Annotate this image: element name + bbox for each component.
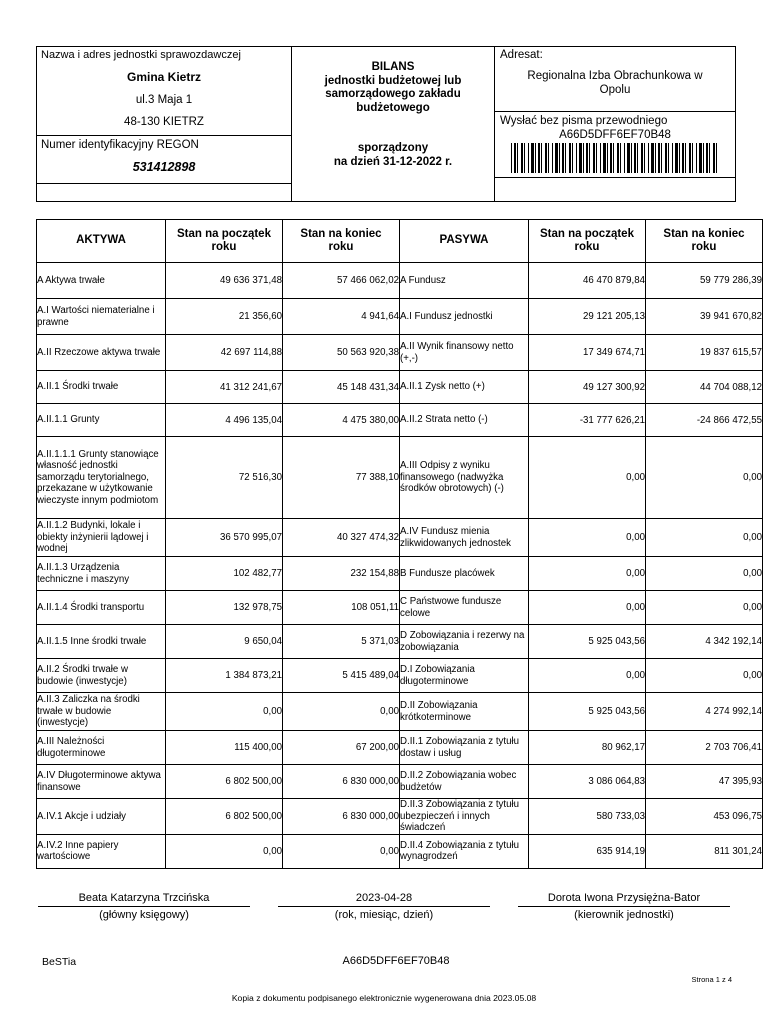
liabilities-start-cell: 635 914,19 — [529, 834, 646, 868]
accountant-caption: (główny księgowy) — [99, 909, 189, 921]
liabilities-end-cell: 19 837 615,57 — [646, 335, 763, 371]
addressee-blank-strip — [495, 177, 735, 195]
manager-caption: (kierownik jednostki) — [574, 909, 674, 921]
signature-manager — [516, 892, 732, 921]
liabilities-end-cell: 47 395,93 — [646, 765, 763, 799]
assets-start-cell: 21 356,60 — [166, 299, 283, 335]
assets-label-cell: A.II Rzeczowe aktywa trwałe — [37, 335, 166, 371]
table-row — [37, 799, 763, 835]
document-title-cell — [292, 47, 495, 202]
table-row — [37, 834, 763, 868]
manager-name: Dorota Iwona Przysiężna-Bator — [547, 892, 701, 904]
assets-end-cell: 40 327 474,32 — [283, 519, 400, 557]
liabilities-end-cell: 4 274 992,14 — [646, 693, 763, 731]
table-header-row — [37, 220, 763, 263]
liabilities-start-cell: 0,00 — [529, 437, 646, 519]
addressee-cell — [495, 47, 736, 112]
liabilities-start-cell: 49 127 300,92 — [529, 371, 646, 404]
prepared-label: sporządzony — [357, 142, 429, 154]
table-row — [37, 263, 763, 299]
liabilities-end-cell: 44 704 088,12 — [646, 371, 763, 404]
liabilities-label-cell: A.IV Fundusz mienia zlikwidowanych jednostek — [400, 519, 529, 557]
balance-sheet-table-wrapper — [36, 219, 762, 869]
liabilities-start-cell: 80 962,17 — [529, 731, 646, 765]
header-aktywa: AKTYWA — [37, 220, 166, 263]
liabilities-start-cell: 5 925 043,56 — [529, 693, 646, 731]
table-row — [37, 519, 763, 557]
assets-end-cell: 57 466 062,02 — [283, 263, 400, 299]
table-row — [37, 693, 763, 731]
table-row — [37, 371, 763, 404]
reporting-unit-street: ul.3 Maja 1 — [135, 94, 193, 106]
reporting-unit-name: Gmina Kietrz — [126, 70, 201, 84]
addressee-line-2: Opolu — [599, 84, 631, 96]
assets-end-cell: 108 051,11 — [283, 591, 400, 625]
assets-end-cell: 67 200,00 — [283, 731, 400, 765]
liabilities-label-cell: D.II.2 Zobowiązania wobec budżetów — [400, 765, 529, 799]
bestia-label: BeSTia — [42, 956, 77, 968]
assets-end-cell: 5 371,03 — [283, 625, 400, 659]
regon-value: 531412898 — [132, 160, 196, 174]
header-assets-end — [283, 220, 400, 263]
addressee-line-1: Regionalna Izba Obrachunkowa w — [527, 70, 703, 82]
liabilities-label-cell: A.II.1 Zysk netto (+) — [400, 371, 529, 404]
electronic-copy-note: Kopia z dokumentu podpisanego elektronicznie wygenerowana dnia 2023.05.08 — [231, 993, 537, 1003]
assets-label-cell: A Aktywa trwałe — [37, 263, 166, 299]
assets-end-cell: 232 154,88 — [283, 557, 400, 591]
liabilities-end-cell: 2 703 706,41 — [646, 731, 763, 765]
header-assets-start — [166, 220, 283, 263]
table-row — [37, 625, 763, 659]
header-liabilities-start-line2: roku — [574, 241, 600, 253]
assets-end-cell: 50 563 920,38 — [283, 335, 400, 371]
assets-end-cell: 4 941,64 — [283, 299, 400, 335]
table-row — [37, 437, 763, 519]
assets-start-cell: 0,00 — [166, 693, 283, 731]
signature-accountant — [36, 892, 252, 921]
liabilities-label-cell: A Fundusz — [400, 263, 529, 299]
signature-date-value: 2023-04-28 — [355, 892, 413, 904]
assets-start-cell: 42 697 114,88 — [166, 335, 283, 371]
assets-start-cell: 102 482,77 — [166, 557, 283, 591]
header-assets-start-line1: Stan na początek — [177, 227, 271, 240]
liabilities-start-cell: 5 925 043,56 — [529, 625, 646, 659]
assets-label-cell: A.IV Długoterminowe aktywa finansowe — [37, 765, 166, 799]
assets-start-cell: 4 496 135,04 — [166, 404, 283, 437]
liabilities-label-cell: D Zobowiązania i rezerwy na zobowiązania — [400, 625, 529, 659]
document-title — [292, 47, 494, 115]
assets-start-cell: 115 400,00 — [166, 731, 283, 765]
header-table — [36, 46, 736, 202]
liabilities-end-cell: 0,00 — [646, 437, 763, 519]
header-assets-end-line2: roku — [328, 241, 354, 253]
liabilities-label-cell: A.I Fundusz jednostki — [400, 299, 529, 335]
header-liabilities-start-line1: Stan na początek — [540, 227, 634, 240]
assets-label-cell: A.IV.1 Akcje i udziały — [37, 799, 166, 835]
send-info-cell — [495, 112, 736, 202]
assets-start-cell: 1 384 873,21 — [166, 659, 283, 693]
table-row — [37, 591, 763, 625]
barcode-icon — [511, 143, 719, 173]
assets-label-cell: A.I Wartości niematerialne i prawne — [37, 299, 166, 335]
signature-date — [276, 892, 492, 921]
title-line-1: BILANS — [371, 61, 415, 73]
liabilities-start-cell: 29 121 205,13 — [529, 299, 646, 335]
assets-end-cell: 0,00 — [283, 834, 400, 868]
assets-end-cell: 5 415 489,04 — [283, 659, 400, 693]
assets-label-cell: A.II.1 Środki trwałe — [37, 371, 166, 404]
header-liabilities-end-line2: roku — [691, 241, 717, 253]
assets-start-cell: 0,00 — [166, 834, 283, 868]
assets-end-cell: 6 830 000,00 — [283, 799, 400, 835]
liabilities-label-cell: D.II.4 Zobowiązania z tytułu wynagrodzeń — [400, 834, 529, 868]
assets-start-cell: 132 978,75 — [166, 591, 283, 625]
liabilities-end-cell: 453 096,75 — [646, 799, 763, 835]
assets-end-cell: 77 388,10 — [283, 437, 400, 519]
header-liabilities-start — [529, 220, 646, 263]
assets-label-cell: A.II.1.4 Środki transportu — [37, 591, 166, 625]
assets-end-cell: 6 830 000,00 — [283, 765, 400, 799]
liabilities-end-cell: 59 779 286,39 — [646, 263, 763, 299]
unit-blank-strip — [37, 183, 291, 201]
liabilities-start-cell: 0,00 — [529, 591, 646, 625]
title-line-3: samorządowego zakładu — [325, 88, 461, 100]
reporting-unit-cell — [37, 47, 292, 202]
liabilities-label-cell: B Fundusze placówek — [400, 557, 529, 591]
header-liabilities-end — [646, 220, 763, 263]
assets-start-cell: 6 802 500,00 — [166, 765, 283, 799]
liabilities-label-cell: D.I Zobowiązania długoterminowe — [400, 659, 529, 693]
assets-end-cell: 45 148 431,34 — [283, 371, 400, 404]
assets-label-cell: A.II.1.1.1 Grunty stanowiące własność jednostki samorządu terytorialnego, przekazane w użytkowanie wieczyste innym podmiotom — [37, 437, 166, 519]
assets-label-cell: A.II.1.2 Budynki, lokale i obiekty inżynierii lądowej i wodnej — [37, 519, 166, 557]
liabilities-label-cell: A.II Wynik finansowy netto (+,-) — [400, 335, 529, 371]
table-row — [37, 404, 763, 437]
accountant-name: Beata Katarzyna Trzcińska — [78, 892, 210, 904]
reporting-unit-city: 48-130 KIETRZ — [124, 116, 204, 128]
assets-label-cell: A.II.1.3 Urządzenia techniczne i maszyny — [37, 557, 166, 591]
balance-sheet-body — [37, 263, 763, 869]
table-row — [37, 659, 763, 693]
liabilities-end-cell: 0,00 — [646, 591, 763, 625]
assets-end-cell: 0,00 — [283, 693, 400, 731]
document-prepared-date — [292, 115, 494, 179]
balance-sheet-table — [36, 219, 763, 869]
addressee-label: Adresat: — [500, 49, 543, 61]
signature-date-caption: (rok, miesiąc, dzień) — [334, 909, 434, 921]
assets-start-cell: 41 312 241,67 — [166, 371, 283, 404]
liabilities-label-cell: D.II.3 Zobowiązania z tytułu ubezpieczeń i innych świadczeń — [400, 799, 529, 835]
liabilities-label-cell: A.III Odpisy z wyniku finansowego (nadwyżka środków obrotowych) (-) — [400, 437, 529, 519]
table-row — [37, 765, 763, 799]
header-pasywa: PASYWA — [400, 220, 529, 263]
liabilities-label-cell: D.II Zobowiązania krótkoterminowe — [400, 693, 529, 731]
assets-label-cell: A.II.1.5 Inne środki trwałe — [37, 625, 166, 659]
liabilities-label-cell: A.II.2 Strata netto (-) — [400, 404, 529, 437]
header-liabilities-end-line1: Stan na koniec — [663, 227, 745, 240]
liabilities-start-cell: 0,00 — [529, 519, 646, 557]
page-number: Strona 1 z 4 — [691, 975, 732, 984]
liabilities-start-cell: 17 349 674,71 — [529, 335, 646, 371]
assets-label-cell: A.II.1.1 Grunty — [37, 404, 166, 437]
signature-row — [36, 892, 732, 921]
header-assets-end-line1: Stan na koniec — [300, 227, 382, 240]
table-row — [37, 731, 763, 765]
assets-start-cell: 72 516,30 — [166, 437, 283, 519]
liabilities-start-cell: 0,00 — [529, 659, 646, 693]
liabilities-end-cell: 0,00 — [646, 659, 763, 693]
liabilities-label-cell: D.II.1 Zobowiązania z tytułu dostaw i usług — [400, 731, 529, 765]
document-code-text: A66D5DFF6EF70B48 — [559, 129, 671, 142]
table-row — [37, 557, 763, 591]
liabilities-end-cell: 4 342 192,14 — [646, 625, 763, 659]
prepared-date: na dzień 31-12-2022 r. — [333, 156, 453, 168]
footer-document-code: A66D5DFF6EF70B48 — [342, 955, 450, 967]
liabilities-start-cell: 580 733,03 — [529, 799, 646, 835]
liabilities-end-cell: 0,00 — [646, 557, 763, 591]
liabilities-end-cell: 811 301,24 — [646, 834, 763, 868]
assets-label-cell: A.II.2 Środki trwałe w budowie (inwestycje) — [37, 659, 166, 693]
assets-start-cell: 9 650,04 — [166, 625, 283, 659]
send-without-letter-label: Wysłać bez pisma przewodniego — [500, 115, 668, 128]
addressee-value — [495, 61, 735, 107]
assets-end-cell: 4 475 380,00 — [283, 404, 400, 437]
liabilities-start-cell: 0,00 — [529, 557, 646, 591]
liabilities-start-cell: 46 470 879,84 — [529, 263, 646, 299]
liabilities-end-cell: -24 866 472,55 — [646, 404, 763, 437]
assets-start-cell: 36 570 995,07 — [166, 519, 283, 557]
assets-label-cell: A.III Należności długoterminowe — [37, 731, 166, 765]
table-row — [37, 335, 763, 371]
document-header — [36, 46, 732, 202]
assets-label-cell: A.II.3 Zaliczka na środki trwałe w budowie (inwestycje) — [37, 693, 166, 731]
liabilities-label-cell: C Państwowe fundusze celowe — [400, 591, 529, 625]
assets-start-cell: 49 636 371,48 — [166, 263, 283, 299]
liabilities-end-cell: 0,00 — [646, 519, 763, 557]
reporting-unit-label: Nazwa i adres jednostki sprawozdawczej — [41, 49, 241, 61]
assets-start-cell: 6 802 500,00 — [166, 799, 283, 835]
table-row — [37, 299, 763, 335]
liabilities-start-cell: -31 777 626,21 — [529, 404, 646, 437]
regon-label: Numer identyfikacyjny REGON — [41, 139, 199, 151]
title-line-2: jednostki budżetowej lub — [324, 74, 462, 87]
title-line-4: budżetowego — [356, 101, 430, 114]
header-assets-start-line2: roku — [211, 241, 237, 253]
liabilities-end-cell: 39 941 670,82 — [646, 299, 763, 335]
assets-label-cell: A.IV.2 Inne papiery wartościowe — [37, 834, 166, 868]
liabilities-start-cell: 3 086 064,83 — [529, 765, 646, 799]
